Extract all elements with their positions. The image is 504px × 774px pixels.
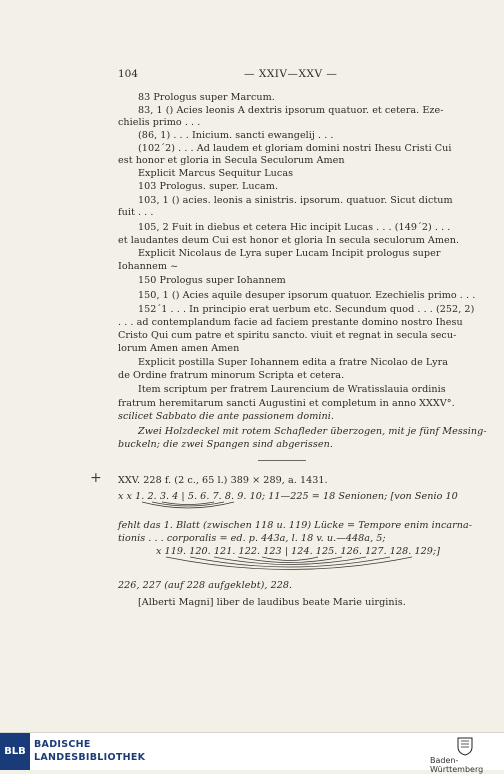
binding-note-line: Zwei Holzdeckel mit rotem Schafleder überzogen, mit je fünf Messing-	[138, 426, 487, 437]
collation-brackets-lower	[160, 556, 420, 578]
text-line: Item scriptum per fratrem Laurencium de Wratisslauia ordinis	[138, 384, 446, 395]
text-line: Explicit postilla Super Iohannem edita a fratre Nicolao de Lyra	[138, 357, 449, 368]
text-line: de Ordine fratrum minorum Scripta et cetera.	[118, 370, 345, 381]
entry-heading: XXV. 228 f. (2 c., 65 l.) 389 ⨯ 289, a. 1431.	[118, 475, 328, 486]
text-line: 103 Prologus. super. Lucam.	[138, 181, 279, 192]
coat-of-arms-icon	[454, 736, 476, 756]
partner-name: Baden-Württemberg	[430, 756, 484, 774]
section-divider	[258, 460, 306, 461]
text-line: . . . ad contemplandum facie ad faciem prestante domino nostro Ihesu	[118, 317, 463, 328]
library-name-line1: BADISCHE	[34, 739, 91, 750]
text-line: 83, 1 () Acies leonis A dextris ipsorum quatuor. et cetera. Eze-	[138, 105, 444, 116]
entry-collation-line: x 119. 120. 121. 122. 123 | 124. 125. 126. 127. 128. 129;]	[156, 546, 440, 557]
running-title: — XXIV—XXV —	[244, 68, 338, 80]
library-name-line2: LANDESBIBLIOTHEK	[34, 752, 146, 763]
text-line: fuit . . .	[118, 207, 154, 218]
text-line: fratrum heremitarum sancti Augustini et completum in anno XXXV°.	[118, 398, 455, 409]
text-line: 103, 1 () acies. leonis a sinistris. ipsorum. quatuor. Sicut dictum	[138, 195, 453, 206]
margin-plus-mark: +	[90, 470, 102, 486]
text-line: scilicet Sabbato die ante passionem domini.	[118, 411, 334, 422]
text-line: est honor et gloria in Secula Seculorum Amen	[118, 155, 345, 166]
text-line: Iohannem ~	[118, 261, 179, 272]
text-line: Explicit Marcus Sequitur Lucas	[138, 168, 294, 179]
text-line: et laudantes deum Cui est honor et gloria In secula seculorum Amen.	[118, 235, 460, 246]
entry-collation-line: fehlt das 1. Blatt (zwischen 118 u. 119) Lücke = Tempore enim incarna-	[118, 520, 473, 531]
text-line: Cristo Qui cum patre et spiritu sancto. viuit et regnat in secula secu-	[118, 330, 457, 341]
entry-collation-line: tionis . . . corporalis = ed. p. 443a, l. 18 v. u.—448a, 5;	[118, 533, 386, 544]
text-line: Explicit Nicolaus de Lyra super Lucam Incipit prologus super	[138, 248, 441, 259]
text-line: (102´2) . . . Ad laudem et gloriam domini nostri Ihesu Cristi Cui	[138, 143, 452, 154]
text-line: 83 Prologus super Marcum.	[138, 92, 275, 103]
entry-collation-line: x x 1. 2. 3. 4 | 5. 6. 7. 8. 9. 10; 11—225 = 18 Senionen; [von Senio 10	[118, 491, 458, 502]
text-line: 105, 2 Fuit in diebus et cetera Hic incipit Lucas . . . (149´2) . . .	[138, 222, 451, 233]
page-number: 104	[118, 68, 139, 80]
entry-title: [Alberti Magni] liber de laudibus beate Marie uirginis.	[138, 597, 406, 608]
collation-brackets	[118, 501, 258, 513]
entry-collation-line: 226, 227 (auf 228 aufgeklebt), 228.	[118, 580, 293, 591]
blb-logo[interactable]: BLB	[0, 733, 30, 770]
footer-bar	[0, 732, 504, 774]
binding-note-line: buckeln; die zwei Spangen sind abgerissen.	[118, 439, 333, 450]
text-line: 150 Prologus super Iohannem	[138, 275, 286, 286]
text-line: (86, 1) . . . Inicium. sancti ewangelij . . .	[138, 130, 334, 141]
text-line: lorum Amen amen Amen	[118, 343, 240, 354]
text-line: 152´1 . . . In principio erat uerbum etc. Secundum quod . . . (252, 2)	[138, 304, 475, 315]
text-line: 150, 1 () Acies aquile desuper ipsorum quatuor. Ezechielis primo . . .	[138, 290, 476, 301]
text-line: chielis primo . . .	[118, 117, 201, 128]
